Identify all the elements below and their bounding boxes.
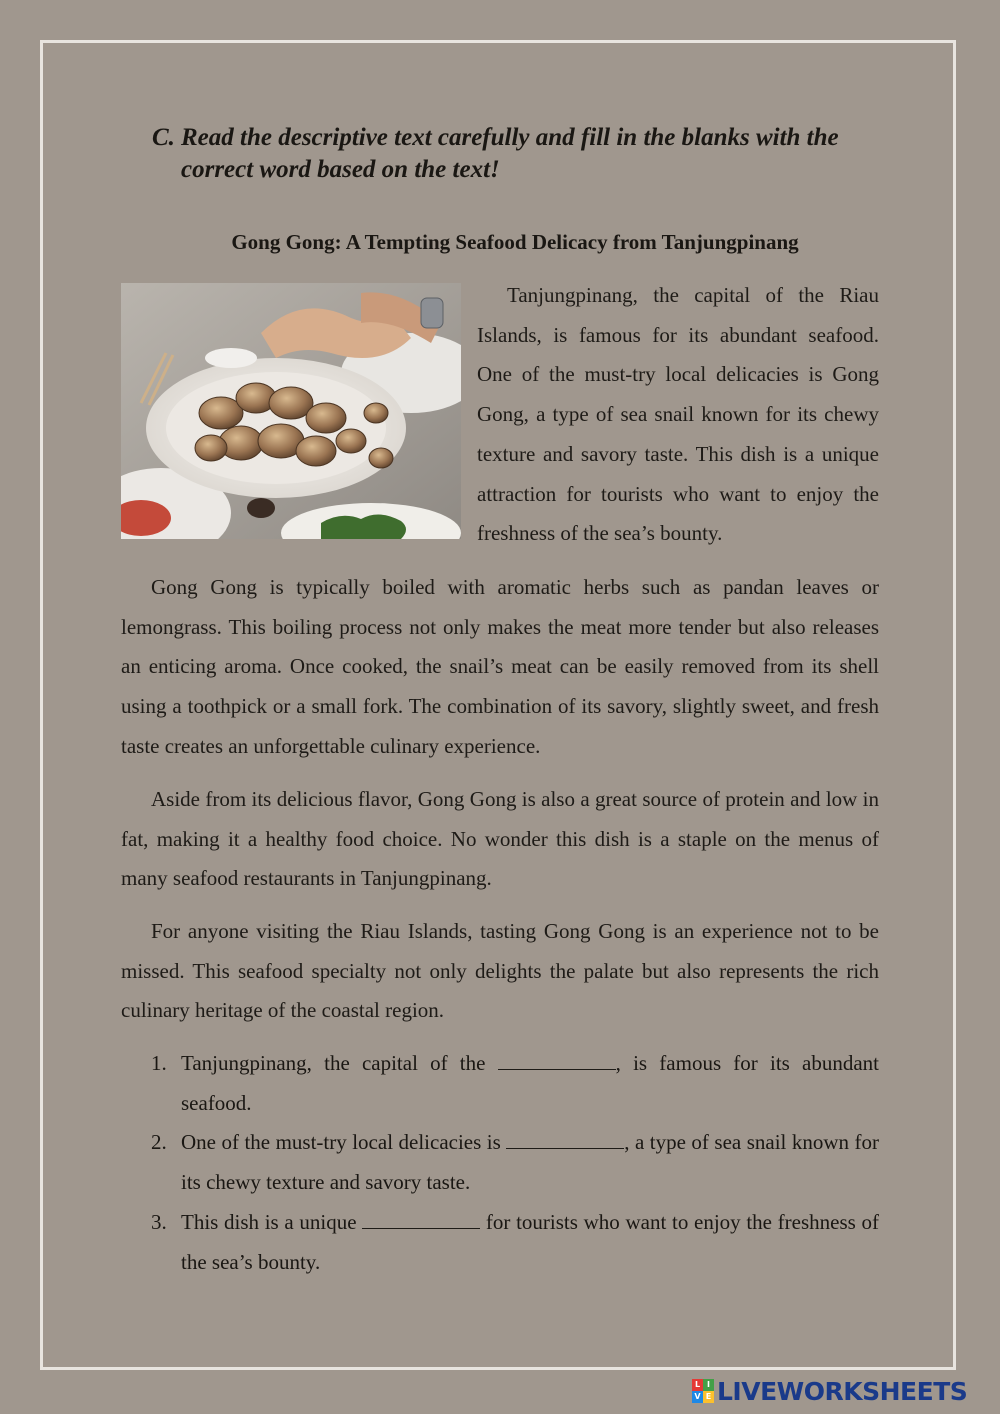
question-item	[121, 1123, 879, 1202]
paragraph-4: For anyone visiting the Riau Islands, tasting Gong Gong is an experience not to be missed. This seafood specialty not only delights the palate but also represents the rich culinary heritage of the coastal region.	[121, 919, 879, 1023]
paragraph-3: Aside from its delicious flavor, Gong Gong is also a great source of protein and low in fat, making it a healthy food choice. No wonder this dish is a staple on the menus of many seafood restaurants in Tanjungpinang.	[121, 787, 879, 891]
answer-blank-2[interactable]	[506, 1134, 624, 1149]
question-text-after: , a type of sea snail known for its chewy texture and savory taste.	[181, 1130, 879, 1195]
logo-mark-letter: V	[692, 1391, 703, 1403]
logo-mark-icon	[692, 1379, 714, 1403]
instruction-text: Read the descriptive text carefully and fill in the blanks with the correct word based on the text!	[181, 124, 839, 183]
question-text-before: This dish is a unique	[181, 1209, 363, 1234]
logo-mark-letter: I	[703, 1379, 714, 1391]
seafood-photo	[121, 283, 461, 539]
question-text-after: for tourists who want to enjoy the freshness of the sea’s bounty.	[181, 1209, 879, 1274]
paragraph-1: Tanjungpinang, the capital of the Riau Islands, is famous for its abundant seafood. One of the must-try local delicacies is Gong Gong, a type of sea snail known for its chewy texture and savory taste. This dish is a unique attraction for tourists who want to enjoy the freshness of the sea’s bounty.	[477, 283, 879, 546]
question-list	[121, 1044, 879, 1282]
paragraph-2: Gong Gong is typically boiled with aromatic herbs such as pandan leaves or lemongrass. This boiling process not only makes the meat more tender but also releases an enticing aroma. Once cooked, the snail’s meat can be easily removed from its shell using a toothpick or a small fork. The combination of its savory, slightly sweet, and fresh taste creates an unforgettable culinary experience.	[121, 575, 879, 758]
question-number: 2.	[151, 1130, 167, 1155]
question-item	[121, 1044, 879, 1123]
question-item	[121, 1203, 879, 1282]
question-text-after: , is famous for its abundant seafood.	[181, 1051, 879, 1115]
logo-text: LIVEWORKSHEETS	[717, 1376, 968, 1406]
liveworksheets-logo[interactable]	[692, 1376, 967, 1406]
question-number: 1.	[151, 1051, 167, 1075]
answer-blank-1[interactable]	[498, 1055, 616, 1070]
instruction-label: C.	[152, 124, 175, 151]
instruction-heading	[152, 122, 882, 186]
answer-blank-3[interactable]	[362, 1214, 480, 1229]
question-text-before: One of the must-try local delicacies is	[181, 1130, 507, 1155]
logo-mark-letter: L	[692, 1379, 703, 1391]
logo-mark-letter: E	[703, 1391, 714, 1403]
question-text-before: Tanjungpinang, the capital of the	[181, 1051, 498, 1075]
question-number: 3.	[151, 1209, 167, 1234]
article-title: Gong Gong: A Tempting Seafood Delicacy from Tanjungpinang	[231, 230, 799, 254]
